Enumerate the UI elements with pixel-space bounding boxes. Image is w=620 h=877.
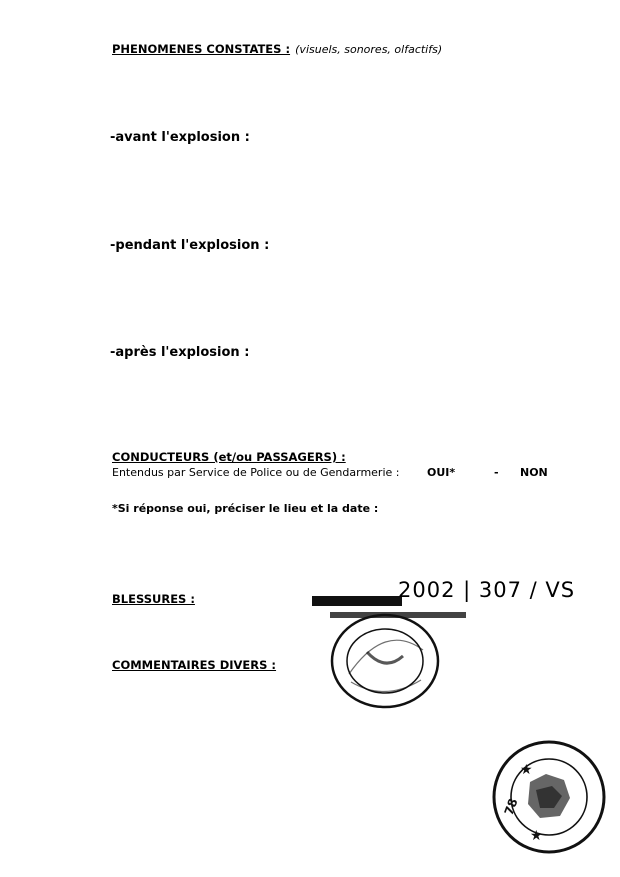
svg-text:78: 78 [501,796,521,818]
non-option: NON [520,466,548,479]
commentaires-heading: COMMENTAIRES DIVERS : [112,658,277,672]
police-stamp-large [490,738,608,856]
svg-text:★: ★ [530,828,543,844]
phenomenes-note: (visuels, sonores, olfactifs) [295,43,443,56]
conducteurs-heading: CONDUCTEURS (et/ou PASSAGERS) : [112,450,346,464]
handwritten-reference: 2002 | 307 / VS [398,578,576,602]
blessures-heading: BLESSURES : [112,592,195,606]
apres-explosion-label: -après l'explosion : [110,345,250,360]
phenomenes-section [112,38,442,57]
option-separator: - [494,466,499,479]
oui-option: OUI* [427,466,456,479]
precision-footnote: *Si réponse oui, préciser le lieu et la date : [112,502,379,515]
svg-text:★: ★ [520,762,533,778]
avant-explosion-label: -avant l'explosion : [110,130,250,145]
phenomenes-heading: PHENOMENES CONSTATES : [112,42,291,56]
entendus-question: Entendus par Service de Police ou de Gendarmerie : [112,466,400,479]
redacted-text-bar [312,596,402,606]
pendant-explosion-label: -pendant l'explosion : [110,238,270,253]
police-stamp-small [329,612,441,710]
